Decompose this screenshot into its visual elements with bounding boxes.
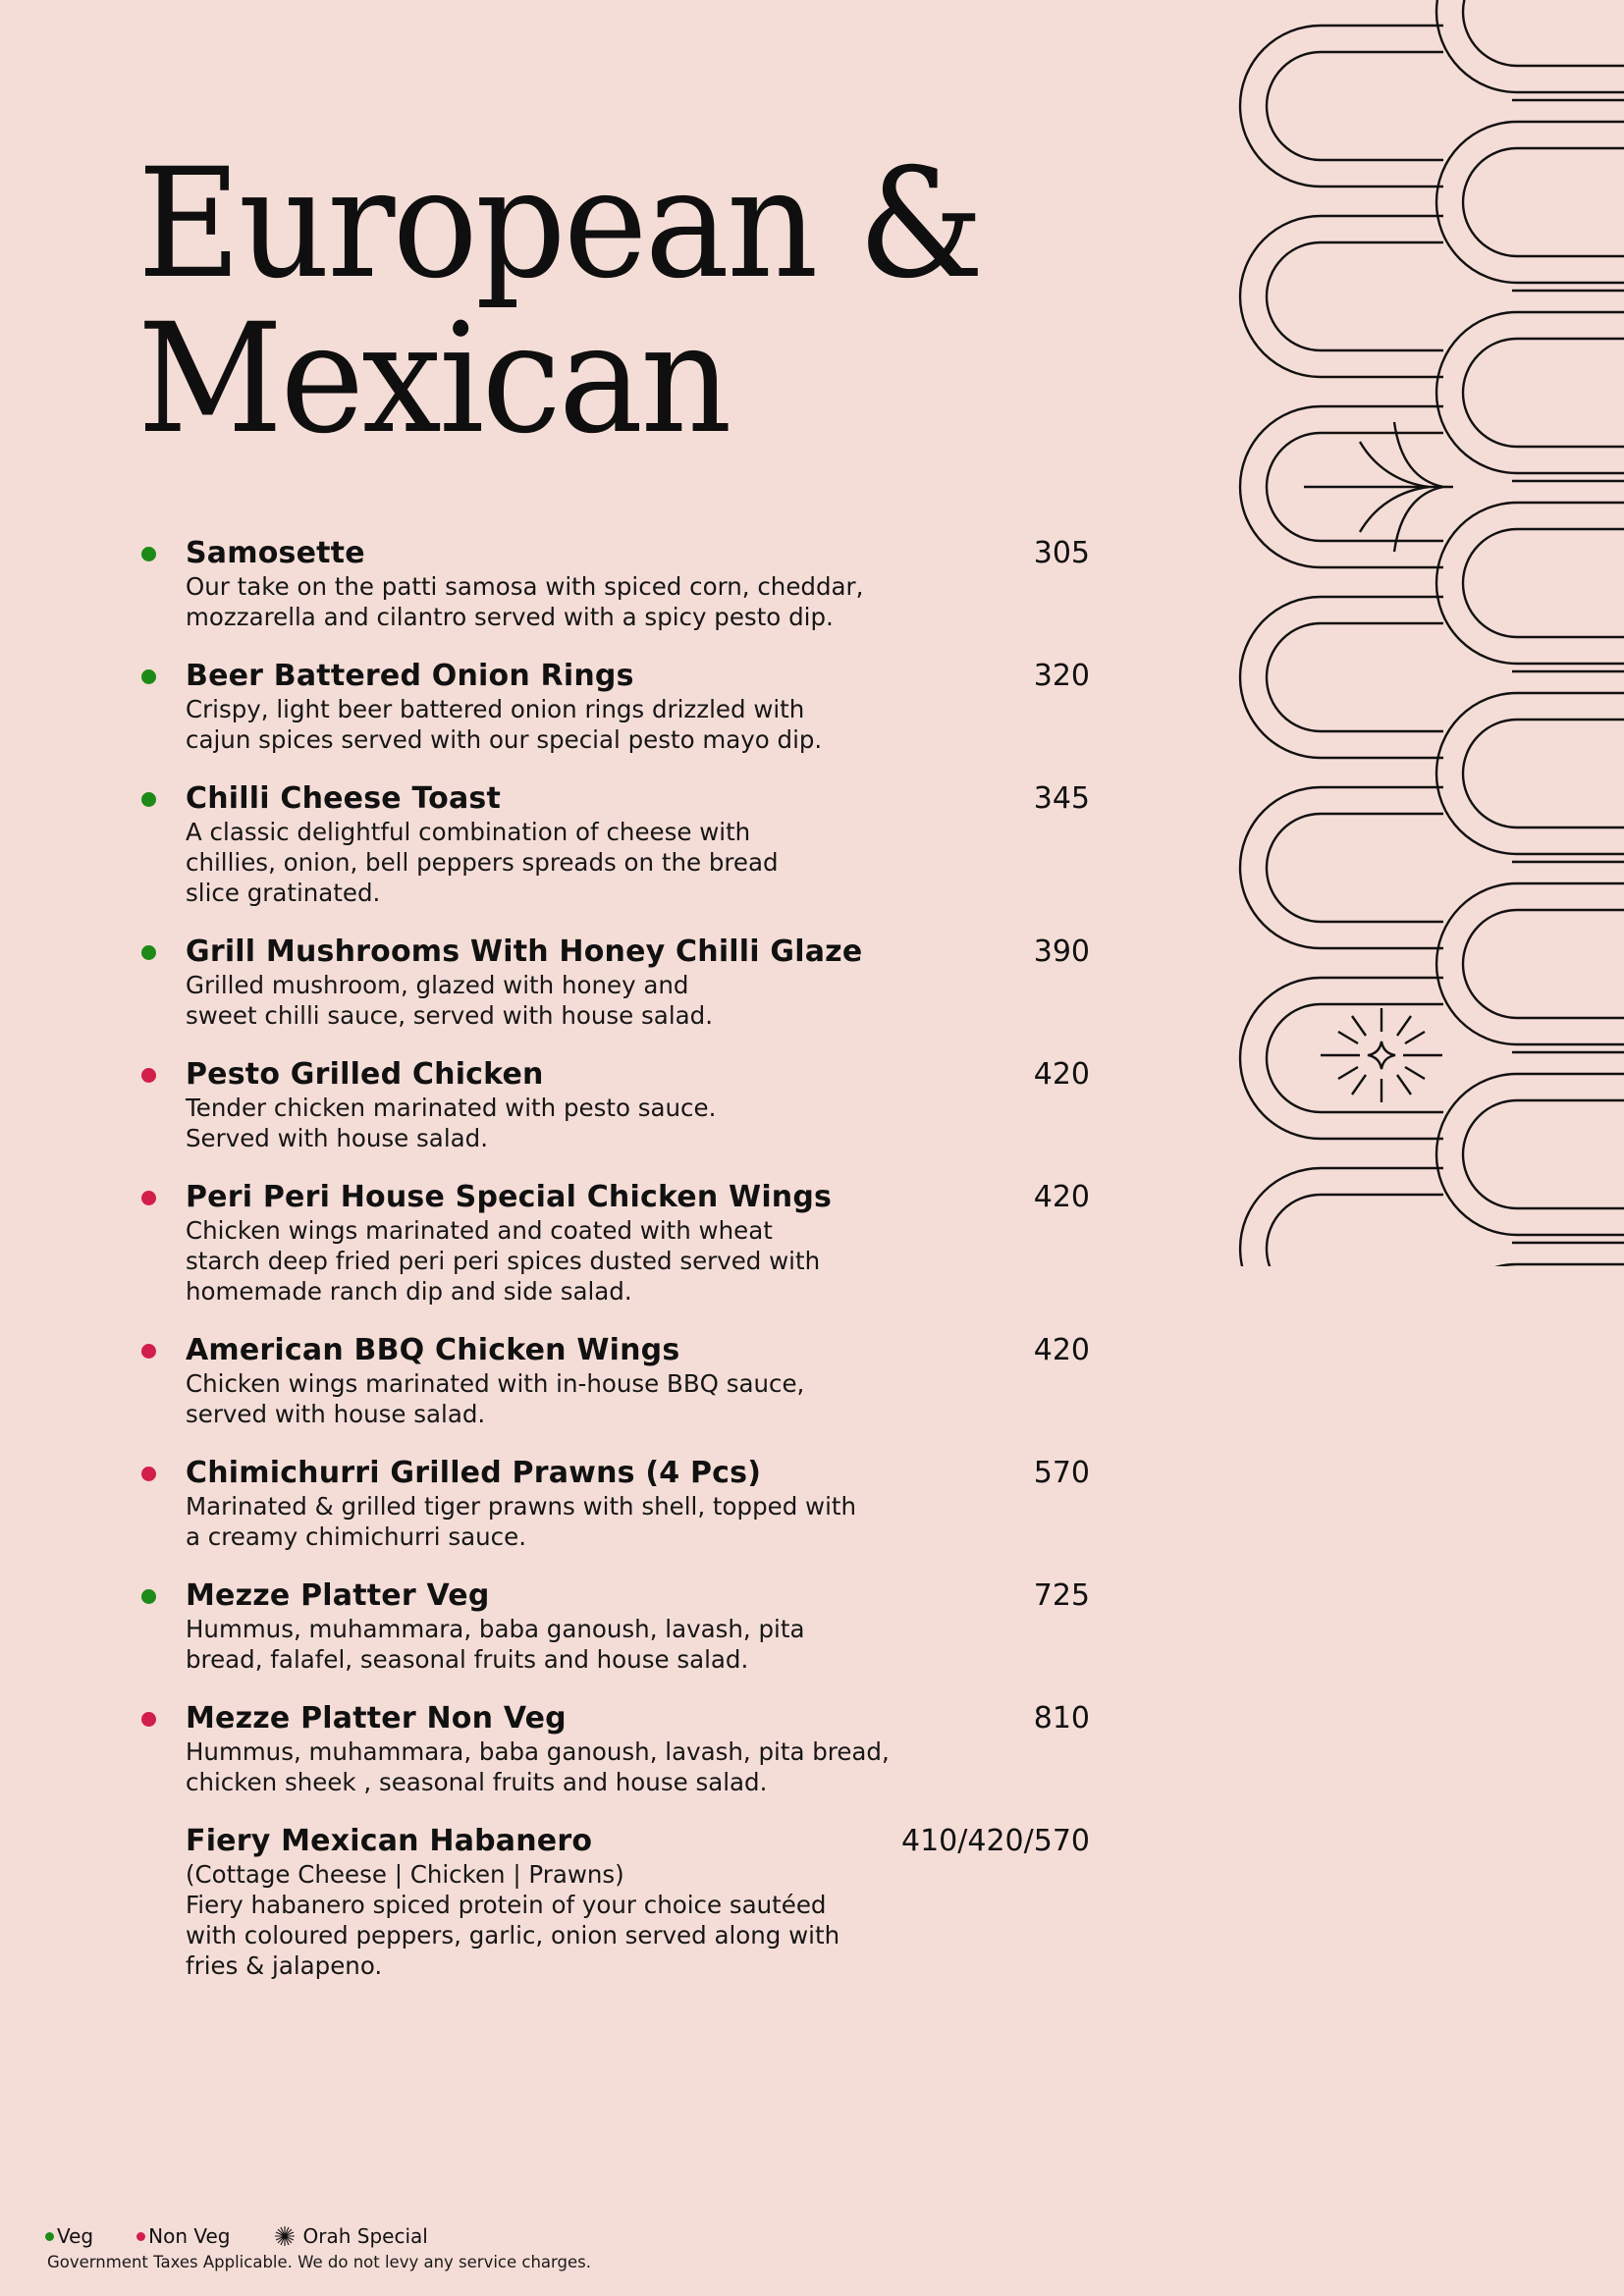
menu-item-description: Hummus, muhammara, baba ganoush, lavash, pita bread, chicken sheek , seasonal fruits and house salad.	[186, 1737, 890, 1796]
legend-non-veg-label: Non Veg	[148, 2224, 231, 2248]
tax-footnote: Government Taxes Applicable. We do not levy any service charges.	[47, 2253, 591, 2271]
menu-item-header	[186, 1057, 1090, 1093]
menu-item-price: 725	[1033, 1578, 1090, 1613]
menu-item-price: 320	[1033, 659, 1090, 693]
menu-item	[137, 1701, 1090, 1797]
menu-item-name: Chimichurri Grilled Prawns (4 Pcs)	[186, 1456, 762, 1490]
non-veg-dot-icon	[141, 1467, 156, 1481]
non-veg-dot-icon	[141, 1712, 156, 1727]
veg-dot-icon	[45, 2232, 54, 2241]
menu-item-price: 420	[1033, 1180, 1090, 1214]
title-line-2: Mexican	[137, 292, 730, 467]
menu-item-header	[186, 1701, 1090, 1736]
menu-item-header	[186, 934, 1090, 970]
menu-item-description: Marinated & grilled tiger prawns with shell, topped with a creamy chimichurri sauce.	[186, 1492, 857, 1551]
menu-item-name: Mezze Platter Non Veg	[186, 1701, 567, 1735]
menu-item	[137, 536, 1090, 632]
menu-item	[137, 1578, 1090, 1675]
menu-item	[137, 781, 1090, 908]
menu-item	[137, 1456, 1090, 1552]
menu-item-price: 390	[1033, 934, 1090, 969]
veg-dot-icon	[141, 792, 156, 807]
menu-item-header	[186, 536, 1090, 571]
menu-item-name: Beer Battered Onion Rings	[186, 659, 634, 693]
menu-item-name: Samosette	[186, 536, 365, 570]
menu-item-name: Fiery Mexican Habanero	[186, 1824, 593, 1858]
menu-item-price: 420	[1033, 1057, 1090, 1092]
menu-item	[137, 1333, 1090, 1429]
menu-item-price: 810	[1033, 1701, 1090, 1735]
legend	[45, 2224, 471, 2248]
menu-item	[137, 1057, 1090, 1153]
menu-item-price: 570	[1033, 1456, 1090, 1490]
menu-item-name: Peri Peri House Special Chicken Wings	[186, 1180, 833, 1214]
menu-item-description: Crispy, light beer battered onion rings drizzled with cajun spices served with our special pesto mayo dip.	[186, 695, 823, 754]
legend-special-label: Orah Special	[302, 2224, 428, 2248]
menu-item-description: Chicken wings marinated and coated with wheat starch deep fried peri peri spices dusted served with homemade ranch dip and side salad.	[186, 1216, 821, 1306]
legend-special	[274, 2224, 428, 2248]
starburst-icon	[274, 2225, 296, 2247]
menu-item-name: Pesto Grilled Chicken	[186, 1057, 544, 1092]
menu-item-description: Our take on the patti samosa with spiced corn, cheddar, mozzarella and cilantro served with a spicy pesto dip.	[186, 572, 864, 631]
menu-item-options: (Cottage Cheese | Chicken | Prawns)	[186, 1860, 624, 1889]
menu-item-price: 410/420/570	[901, 1824, 1090, 1858]
menu-item-header	[186, 1824, 1090, 1859]
non-veg-dot-icon	[141, 1068, 156, 1083]
menu-item-price: 305	[1033, 536, 1090, 570]
menu-item-description: Fiery habanero spiced protein of your choice sautéed with coloured peppers, garlic, onion served along with fries & jalapeno.	[186, 1891, 840, 1980]
menu-item	[137, 1824, 1090, 1981]
menu-item	[137, 659, 1090, 755]
menu-item-name: American BBQ Chicken Wings	[186, 1333, 680, 1367]
menu-item-header	[186, 1456, 1090, 1491]
menu-item-description: Grilled mushroom, glazed with honey and sweet chilli sauce, served with house salad.	[186, 971, 713, 1030]
title-line-1: European &	[137, 136, 982, 312]
menu-item	[137, 1180, 1090, 1307]
legend-veg	[45, 2224, 93, 2248]
menu-item-name: Mezze Platter Veg	[186, 1578, 490, 1613]
legend-veg-label: Veg	[57, 2224, 94, 2248]
veg-dot-icon	[141, 1589, 156, 1604]
menu-item-header	[186, 781, 1090, 817]
non-veg-dot-icon	[136, 2232, 145, 2241]
veg-dot-icon	[141, 669, 156, 684]
menu-list	[137, 536, 1090, 2007]
menu-item-description: Hummus, muhammara, baba ganoush, lavash, pita bread, falafel, seasonal fruits and house salad.	[186, 1615, 805, 1674]
non-veg-dot-icon	[141, 1344, 156, 1359]
page-title	[137, 136, 982, 467]
menu-item-name: Grill Mushrooms With Honey Chilli Glaze	[186, 934, 863, 969]
menu-item-header	[186, 1333, 1090, 1368]
menu-item-header	[186, 1578, 1090, 1614]
menu-item-price: 345	[1033, 781, 1090, 816]
menu-item-description: Tender chicken marinated with pesto sauce. Served with house salad.	[186, 1094, 717, 1152]
menu-item-header	[186, 659, 1090, 694]
legend-non-veg	[136, 2224, 230, 2248]
non-veg-dot-icon	[141, 1191, 156, 1205]
menu-item-price: 420	[1033, 1333, 1090, 1367]
menu-item-name: Chilli Cheese Toast	[186, 781, 501, 816]
menu-item-description: Chicken wings marinated with in-house BBQ sauce, served with house salad.	[186, 1369, 805, 1428]
veg-dot-icon	[141, 547, 156, 561]
menu-item-description: A classic delightful combination of cheese with chillies, onion, bell peppers spreads on the bread slice gratinated.	[186, 818, 779, 907]
menu-item-header	[186, 1180, 1090, 1215]
veg-dot-icon	[141, 945, 156, 960]
menu-item	[137, 934, 1090, 1031]
decorative-arch-pattern	[1218, 0, 1624, 1266]
